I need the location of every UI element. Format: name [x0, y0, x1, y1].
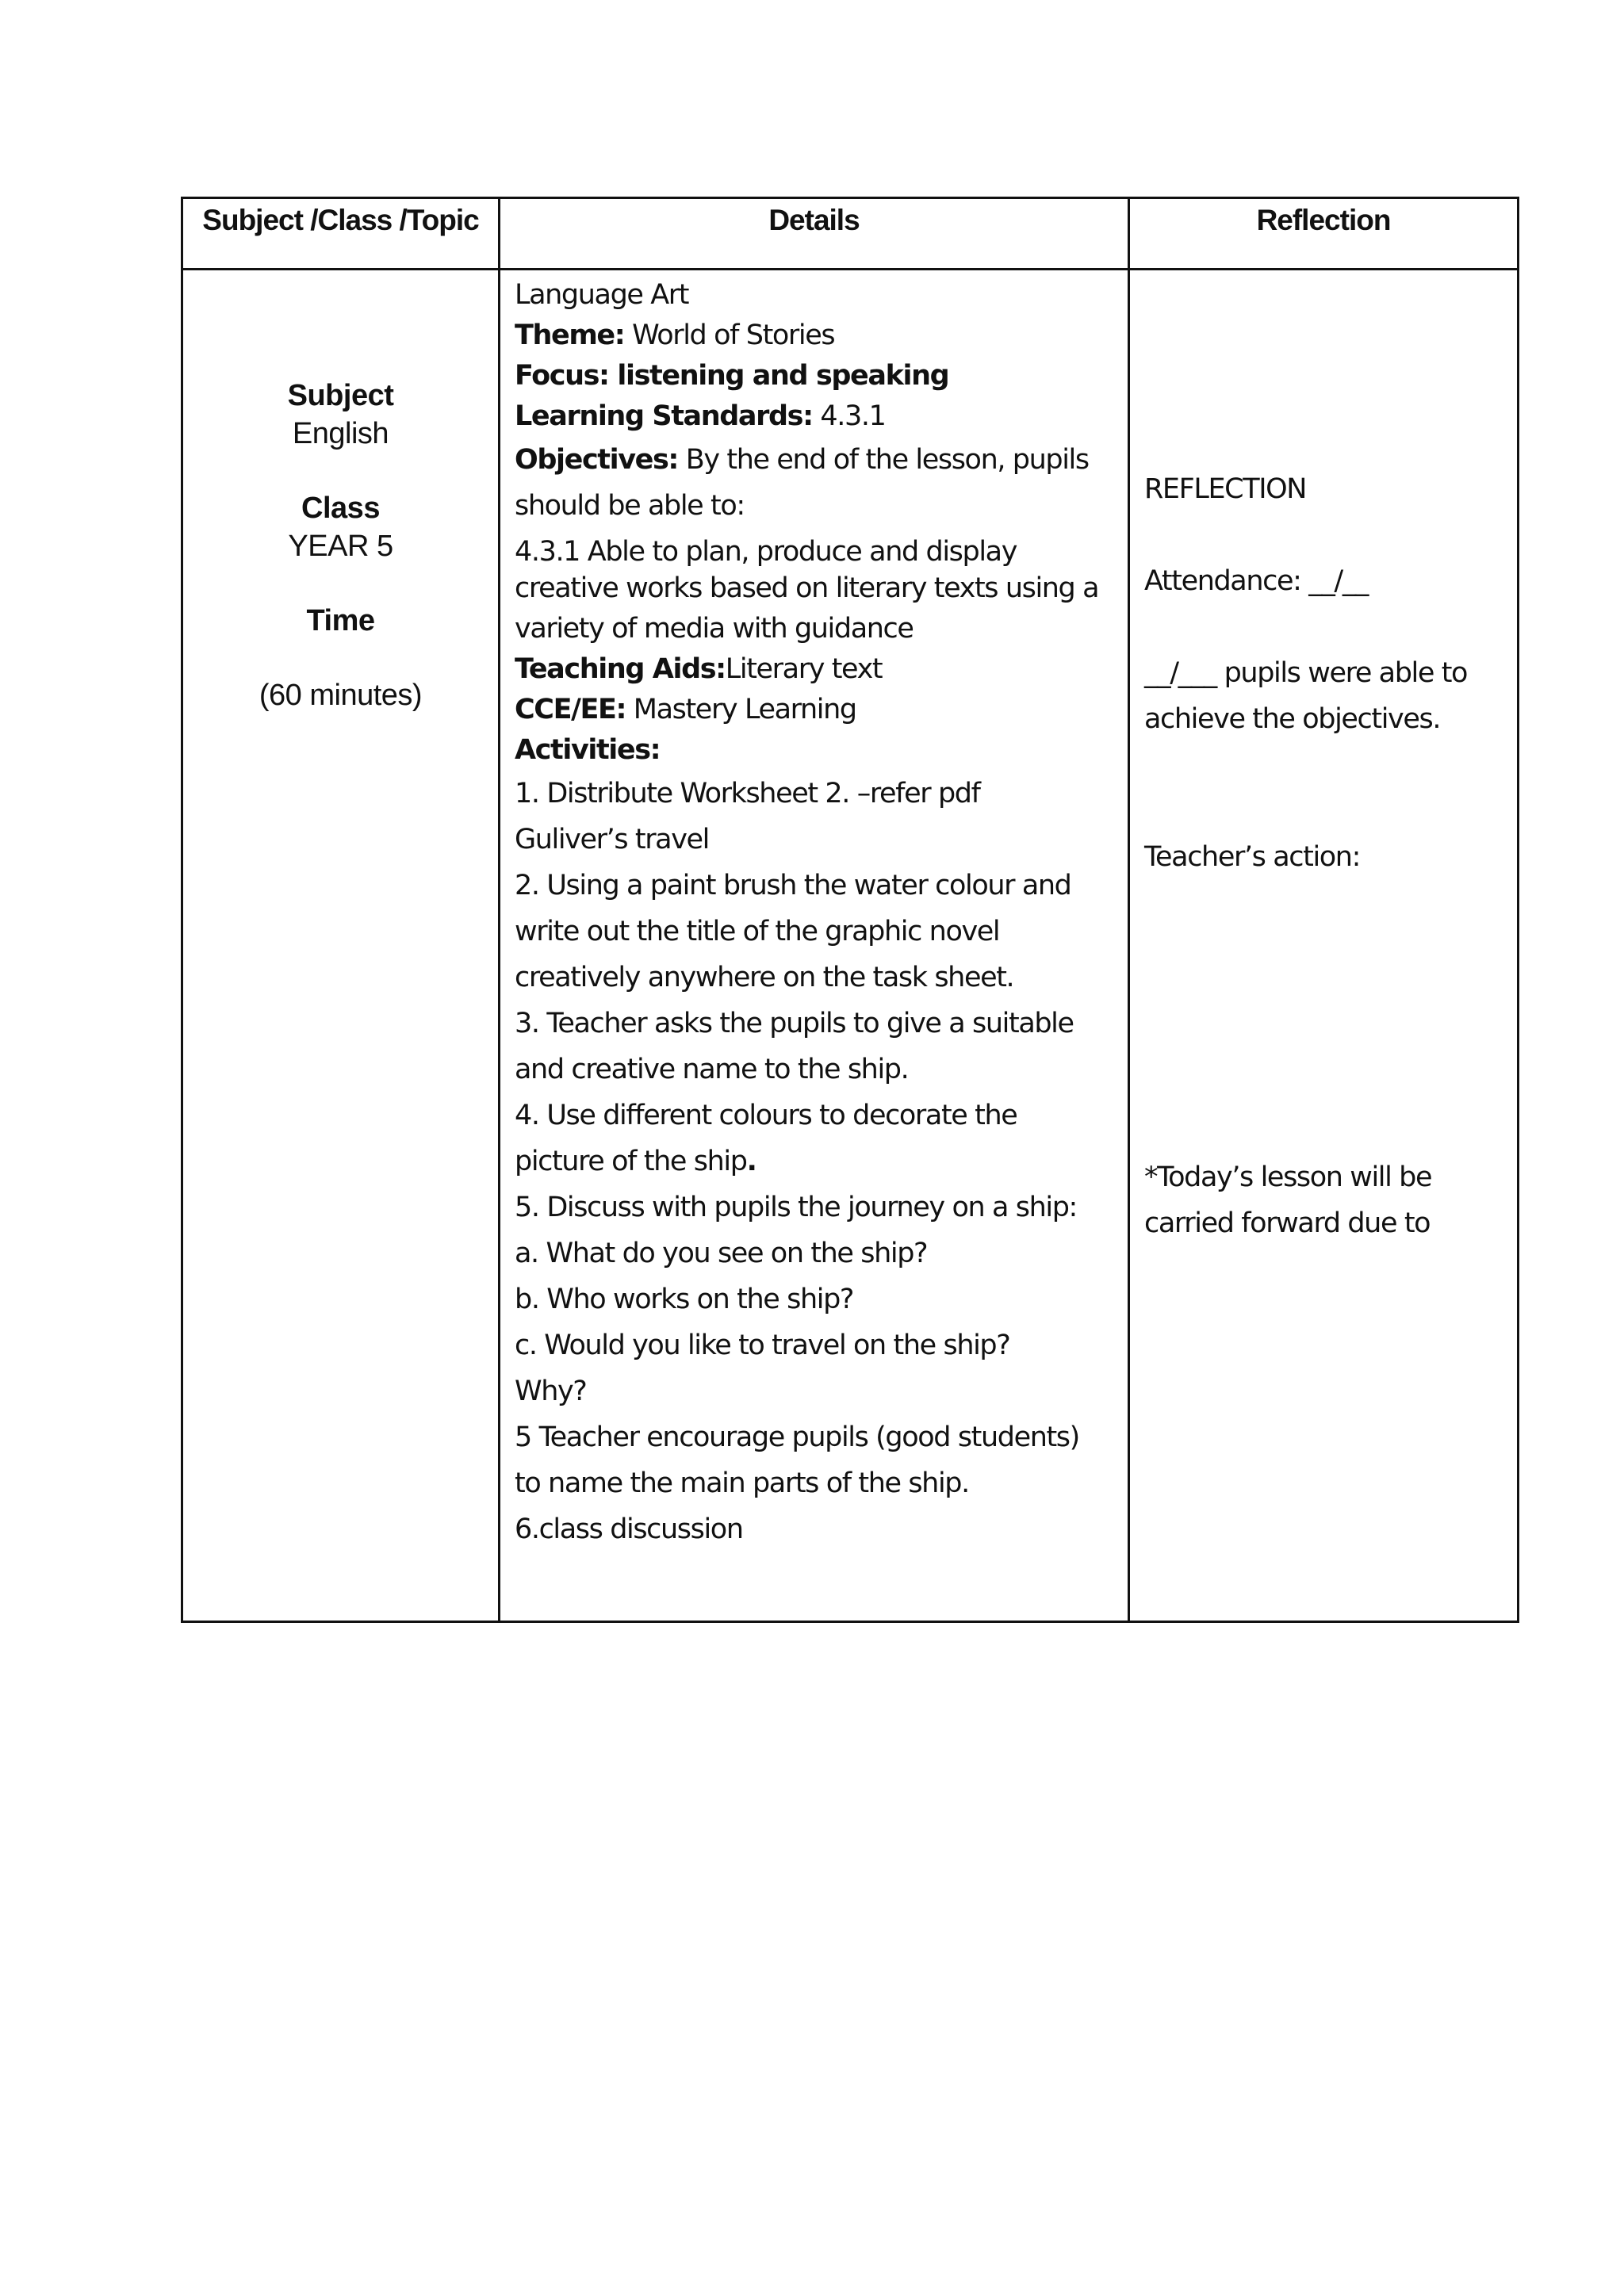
activity-4-line-2 [515, 1138, 1116, 1184]
pupils-achieved-line-1: __/___ pupils were able to [1144, 657, 1468, 689]
objectives-line [515, 437, 1116, 483]
activity-2-line-3: creatively anywhere on the task sheet. [515, 962, 1014, 993]
activity-5b-line-2: to name the main parts of the ship. [515, 1468, 969, 1499]
theme-value: World of Stories [624, 320, 835, 351]
learning-standards-label: Learning Standards: [515, 400, 813, 432]
subject-class-cell [182, 270, 500, 1622]
subject-label: Subject [287, 379, 394, 412]
learning-standards-value: 4.3.1 [812, 400, 886, 432]
activity-5-line-1: 5. Discuss with pupils the journey on a ship: [515, 1192, 1077, 1223]
content-row [182, 270, 1519, 1622]
time-value: (60 minutes) [259, 679, 423, 712]
header-reflection: Reflection [1129, 198, 1519, 270]
activity-2-line-1: 2. Using a paint brush the water colour and [515, 870, 1071, 901]
cce-label: CCE/EE: [515, 694, 626, 725]
reflection-cell [1129, 270, 1519, 1622]
reflection-title: REFLECTION [1144, 473, 1307, 505]
attendance-line: Attendance: __/__ [1144, 565, 1369, 597]
activity-5b-line-1: 5 Teacher encourage pupils (good students) [515, 1422, 1079, 1453]
focus-text: Focus: listening and speaking [515, 360, 949, 392]
header-details: Details [500, 198, 1129, 270]
header-subject-class-topic: Subject /Class /Topic [182, 198, 500, 270]
teaching-aids-value: Literary text [725, 653, 883, 685]
teaching-aids-line [515, 649, 1116, 690]
activity-5-question-b: b. Who works on the ship? [515, 1284, 854, 1315]
standard-line-3: variety of media with guidance [515, 613, 914, 645]
class-label: Class [301, 492, 380, 525]
language-art: Language Art [515, 279, 689, 311]
time-label: Time [306, 604, 375, 637]
objectives-label: Objectives: [515, 444, 678, 476]
activity-4-text: picture of the ship [515, 1146, 747, 1177]
activity-6: 6.class discussion [515, 1513, 743, 1545]
objectives-value: By the end of the lesson, pupils [678, 444, 1089, 476]
focus-line [515, 356, 1116, 396]
teaching-aids-label: Teaching Aids: [515, 653, 726, 685]
cce-value: Mastery Learning [626, 694, 856, 725]
lesson-plan-table [181, 197, 1519, 1623]
standard-line-2: creative works based on literary texts using a [515, 572, 1099, 604]
activity-5-question-c: c. Would you like to travel on the ship? [515, 1330, 1010, 1361]
standard-line-1: 4.3.1 Able to plan, produce and display [515, 536, 1017, 568]
theme-label: Theme: [515, 320, 625, 351]
details-cell [500, 270, 1129, 1622]
activity-2-line-2: write out the title of the graphic novel [515, 916, 1000, 947]
carry-forward-line-2: carried forward due to [1144, 1207, 1431, 1239]
header-row [182, 198, 1519, 270]
subject-value: English [292, 417, 389, 450]
activity-3-line-2: and creative name to the ship. [515, 1054, 909, 1085]
theme-line [515, 316, 1116, 356]
pupils-achieved-line-2: achieve the objectives. [1144, 703, 1441, 735]
activity-5-question-c-why: Why? [515, 1376, 587, 1407]
activities-label-line [515, 730, 1116, 771]
activity-1-line-1: 1. Distribute Worksheet 2. –refer pdf [515, 778, 980, 809]
activity-1-line-2: Guliver’s travel [515, 824, 710, 855]
carry-forward-line-1: *Today’s lesson will be [1144, 1161, 1432, 1193]
activities-label: Activities: [515, 734, 661, 766]
activity-4-period: . [746, 1146, 756, 1177]
teacher-action-label: Teacher’s action: [1144, 841, 1360, 873]
class-value: YEAR 5 [288, 530, 393, 563]
learning-standards-line [515, 396, 1116, 437]
objectives-continued: should be able to: [515, 490, 745, 522]
activity-5-question-a: a. What do you see on the ship? [515, 1238, 928, 1269]
activity-3-line-1: 3. Teacher asks the pupils to give a suitable [515, 1008, 1074, 1039]
activity-4-line-1: 4. Use different colours to decorate the [515, 1100, 1017, 1131]
cce-line [515, 690, 1116, 730]
